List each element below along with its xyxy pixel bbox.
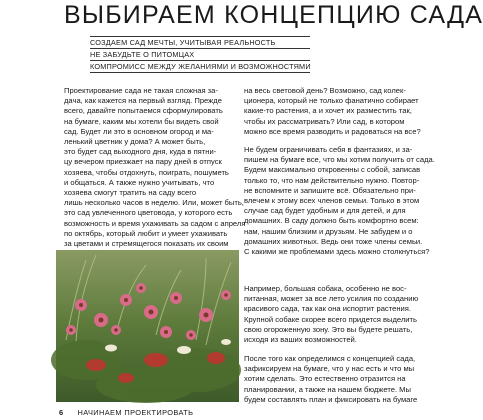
text-line: исходя из ваших возможностей. (244, 335, 357, 345)
text-line: зафиксируем на бумаге, что у нас есть и что мы (244, 364, 415, 374)
text-line: После того как определимся с концепцией сада, (244, 354, 416, 363)
text-column-right-paragraph-2 (244, 145, 435, 257)
text-line: ленький цветник у дома? А может быть, (64, 137, 206, 147)
text-line: Например, большая собака, особенно не вос- (244, 284, 407, 293)
page-footer (59, 407, 359, 419)
text-line: можно все время разводить и радоваться на все? (244, 126, 421, 136)
text-line: случае сад будет удобным и для детей, и для (244, 206, 406, 216)
text-line: какие-то растения, а и хочет их разместить так, (244, 106, 412, 116)
text-line: планировании, а также на нашем бюджете. Мы (244, 384, 411, 394)
text-line: возможность и время ухаживать за садом с апреля (64, 218, 246, 228)
text-line: свою огороженную зону. Это вы будете решать, (244, 324, 413, 334)
text-column-right-intro (244, 86, 421, 137)
text-line: Не будем ограничивать себя в фантазиях, и за- (244, 145, 413, 154)
text-line: питанная, может за все лето усилия по созданию (244, 294, 419, 304)
text-line: лишь несколько часов в неделю. Или, может быть, (64, 198, 244, 208)
text-line: будем составлять план и фиксировать на бумаге (244, 394, 418, 404)
text-line: нам, нашим близким и друзьям. Не забудем и о (244, 226, 413, 236)
text-line: не вспомните и запишите всё. Обязательно при- (244, 185, 416, 195)
text-line: хозяева смогут тратить на саду всего (64, 188, 197, 198)
text-column-right-paragraph-4 (244, 354, 418, 405)
text-line: на бумаге, каким мы хотели бы видеть свой (64, 116, 219, 126)
text-line: на весь световой день? Возможно, сад колек- (244, 86, 406, 95)
text-line: хотим сделать. Это естественно отразится на (244, 374, 406, 384)
text-line: Будем максимально откровенны с собой, записав (244, 165, 421, 175)
text-line: домашних животных. Ведь они тоже члены семьи. (244, 236, 423, 246)
text-line: красивого сада, так как она испортит растения. (244, 304, 412, 314)
text-line: Крупной собаке скорее всего придется выделить (244, 314, 417, 324)
subtitle-3: КОМПРОМИСС МЕЖДУ ЖЕЛАНИЯМИ И ВОЗМОЖНОСТЯМИ (90, 62, 311, 71)
text-line: только то, что нам действительно нужно. Повтор- (244, 175, 420, 185)
text-line: влечем к этому всех членов семьи. Только в этом (244, 196, 420, 206)
text-line: цу вечером приезжает на пару дней в отпуск (64, 157, 222, 167)
text-line: сад. Будет ли это в основном огород и ма- (64, 126, 214, 136)
text-line: по октябрь, который любит и умеет ухаживать (64, 228, 228, 238)
text-line: всего, давайте попытаемся сформулировать (64, 106, 223, 116)
subtitle-rule (90, 72, 310, 73)
page-number: 6 (59, 408, 64, 417)
section-title: НАЧИНАЕМ ПРОЕКТИРОВАТЬ (77, 408, 194, 417)
text-line: С какими же проблемами здесь можно столкнуться? (244, 247, 430, 257)
subtitle-2: НЕ ЗАБУДЬТЕ О ПИТОМЦАХ (90, 48, 310, 61)
text-column-left (64, 86, 246, 249)
text-column-right-paragraph-3 (244, 284, 419, 345)
page-title: ВЫБИРАЕМ КОНЦЕПЦИЮ САДА (64, 1, 483, 29)
text-line: Проектирование сада не такая сложная за- (64, 86, 218, 95)
text-line: домашних. В саду должно быть комфортно всем: (244, 216, 419, 226)
text-line: это сад увлеченного цветовода, у которого есть (64, 208, 233, 218)
text-line: это будет сад выходного дня, куда в пятни- (64, 147, 217, 157)
text-line: за цветами и стремящегося показать их своим (64, 239, 229, 249)
text-line: хозяева, чтобы отдохнуть, поиграть, пошуметь (64, 167, 229, 177)
text-line: дача, как кажется на первый взгляд. Прежде (64, 96, 222, 106)
subtitle-1: СОЗДАЕМ САД МЕЧТЫ, УЧИТЫВАЯ РЕАЛЬНОСТЬ (90, 36, 310, 49)
text-line: и общаться. А также нужно учитывать, что (64, 177, 215, 187)
text-line: пишем на бумаге все, что мы хотим получить от сада. (244, 155, 435, 165)
text-line: ционера, который не только фанатично собирает (244, 96, 419, 106)
text-line: чтобы их рассматривать? Или сад, в котором (244, 116, 405, 126)
garden-flowers-photo (56, 250, 239, 402)
